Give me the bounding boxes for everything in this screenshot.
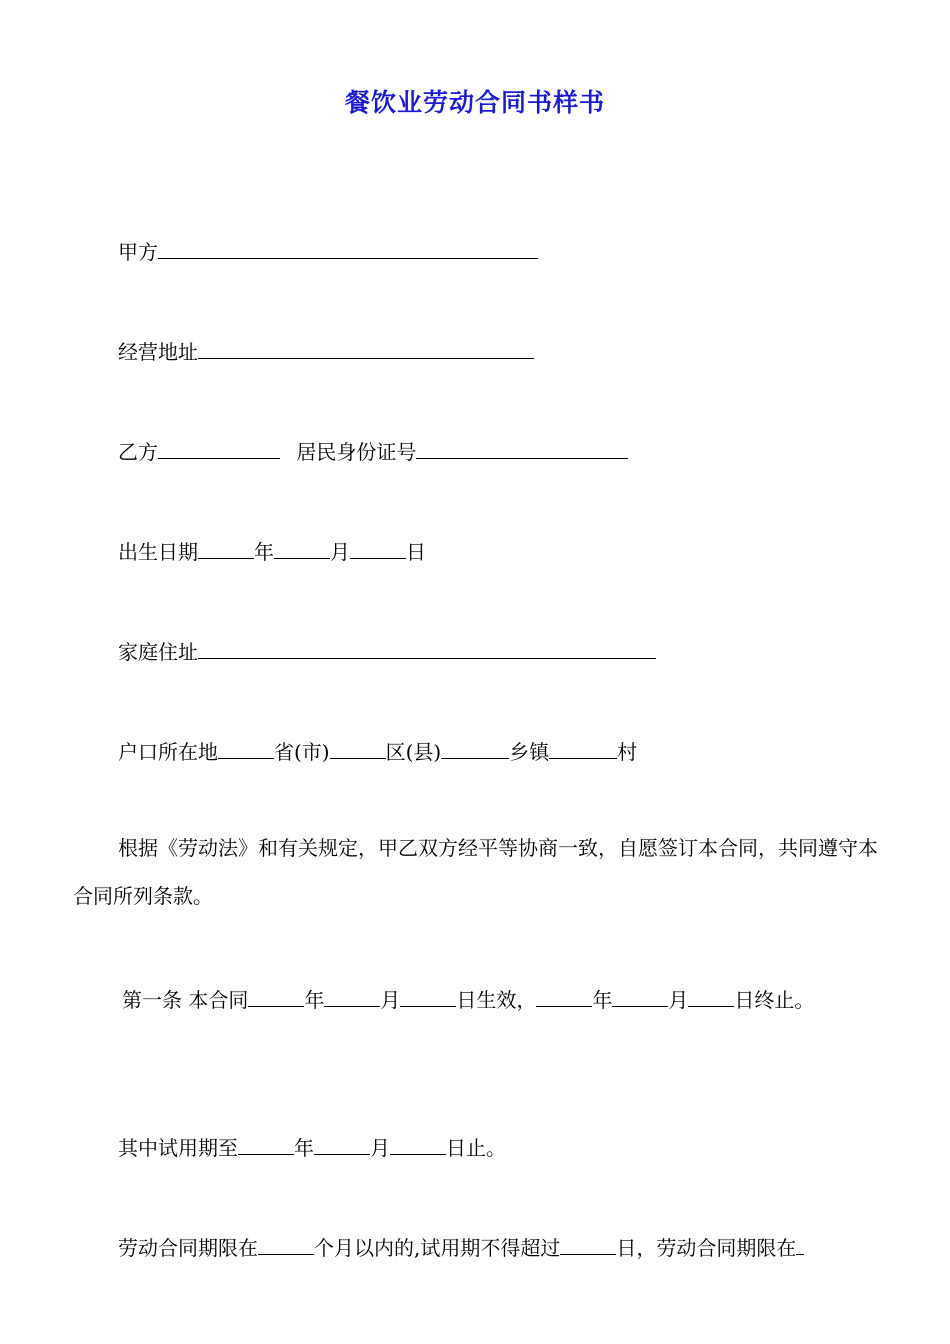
birth-date-label: 出生日期 — [118, 540, 198, 564]
business-address-label: 经营地址 — [118, 340, 198, 364]
probation-month-blank[interactable] — [314, 1132, 370, 1155]
term-label: 劳动合同期限在 — [118, 1236, 258, 1260]
probation-line — [118, 1132, 506, 1162]
birth-year-blank[interactable] — [198, 536, 254, 559]
district-label: 区(县) — [385, 740, 442, 764]
home-address-label: 家庭住址 — [118, 640, 198, 664]
province-blank[interactable] — [218, 736, 274, 759]
party-b-blank[interactable] — [158, 436, 280, 459]
year-label: 年 — [294, 1136, 314, 1160]
term-next-blank[interactable] — [796, 1232, 804, 1255]
id-number-blank[interactable] — [416, 436, 628, 459]
birth-month-blank[interactable] — [274, 536, 330, 559]
party-b-line — [118, 436, 628, 466]
home-address-line — [118, 636, 656, 666]
household-line — [118, 736, 637, 766]
year-label: 年 — [304, 988, 325, 1012]
end-month-blank[interactable] — [612, 984, 668, 1007]
term-months-blank[interactable] — [258, 1232, 314, 1255]
term-line — [118, 1232, 804, 1262]
year-label: 年 — [592, 988, 613, 1012]
article-one-line — [122, 984, 814, 1014]
probation-max-days-blank[interactable] — [560, 1232, 616, 1255]
document-title: 餐饮业劳动合同书样书 — [344, 88, 605, 117]
party-a-blank[interactable] — [158, 236, 538, 259]
id-number-label: 居民身份证号 — [296, 440, 417, 464]
day-label: 日 — [406, 540, 426, 564]
birth-day-blank[interactable] — [350, 536, 406, 559]
article-one-label: 第一条 本合同 — [122, 988, 249, 1012]
party-a-label: 甲方 — [118, 240, 158, 264]
township-blank[interactable] — [441, 736, 509, 759]
probation-day-blank[interactable] — [390, 1132, 446, 1155]
district-blank[interactable] — [330, 736, 386, 759]
township-label: 乡镇 — [509, 740, 550, 764]
effective-text: 日生效， — [456, 988, 537, 1012]
term-comma-text: 日，劳动合同期限在 — [616, 1236, 797, 1260]
village-blank[interactable] — [549, 736, 617, 759]
start-day-blank[interactable] — [400, 984, 456, 1007]
party-b-label: 乙方 — [118, 440, 158, 464]
month-label: 月 — [380, 988, 401, 1012]
month-label: 月 — [370, 1136, 390, 1160]
month-label: 月 — [330, 540, 350, 564]
birth-date-line — [118, 536, 426, 566]
end-day-blank[interactable] — [688, 984, 734, 1007]
probation-end-text: 日止。 — [446, 1136, 506, 1160]
start-year-blank[interactable] — [248, 984, 304, 1007]
household-label: 户口所在地 — [118, 740, 218, 764]
within-months-text: 个月以内的,试用期不得超过 — [314, 1236, 561, 1260]
province-label: 省(市) — [274, 740, 330, 764]
terminate-text: 日终止。 — [734, 988, 815, 1012]
probation-label: 其中试用期至 — [118, 1136, 238, 1160]
start-month-blank[interactable] — [324, 984, 380, 1007]
village-label: 村 — [617, 740, 638, 764]
home-address-blank[interactable] — [198, 636, 656, 659]
party-a-line — [118, 236, 538, 266]
intro-paragraph: 根据《劳动法》和有关规定，甲乙双方经平等协商一致，自愿签订本合同，共同遵守本合同所列条款。 — [73, 836, 878, 908]
business-address-line — [118, 336, 534, 366]
year-label: 年 — [254, 540, 274, 564]
probation-year-blank[interactable] — [238, 1132, 294, 1155]
end-year-blank[interactable] — [536, 984, 592, 1007]
business-address-blank[interactable] — [198, 336, 534, 359]
month-label: 月 — [668, 988, 689, 1012]
